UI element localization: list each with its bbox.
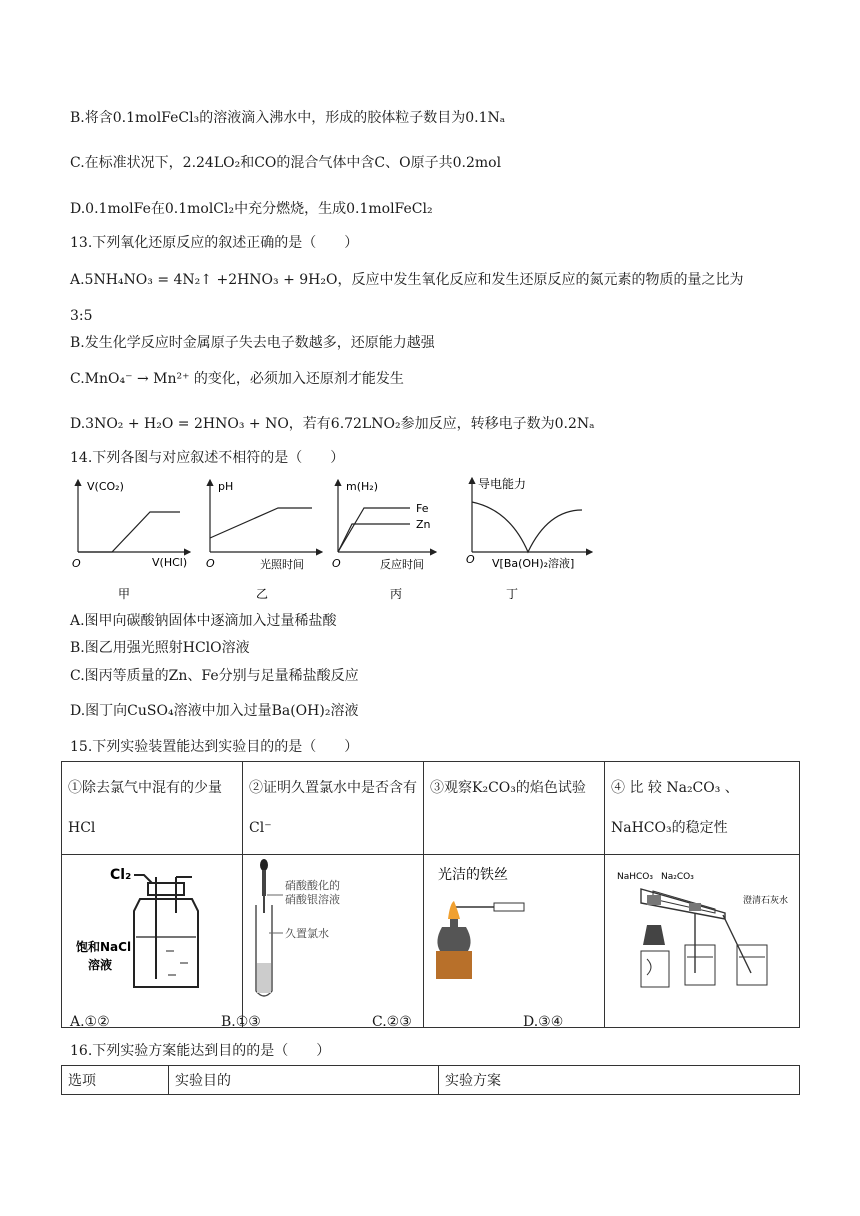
- graph-ding-curve: [472, 502, 582, 552]
- q15-fig-1-cell: [62, 855, 243, 1028]
- graph-jia: [72, 480, 190, 601]
- dropper-test-tube-figure: [243, 855, 424, 1011]
- fig3-label: 光洁的铁丝: [438, 867, 508, 883]
- graph-yi-caption: 乙: [256, 587, 269, 601]
- fig4-label-c: 澄清石灰水: [743, 896, 789, 906]
- graph-bing-caption: 丙: [390, 587, 403, 601]
- q13-option-d: D.3NO₂ + H₂O = 2HNO₃ + NO，若有6.72LNO₂参加反应，转移电子数为0.2Nₐ: [70, 416, 595, 432]
- graph-bing-ylabel: m(H₂): [346, 480, 378, 493]
- fig2-reagent-label-2: 硝酸银溶液: [285, 893, 340, 906]
- q16-stem: 16.下列实验方案能达到目的的是（ ）: [70, 1043, 331, 1059]
- q16-header-option: 选项: [62, 1066, 169, 1095]
- q13-option-a-cont: 3:5: [70, 308, 93, 324]
- graph-bing-series-zn: Zn: [416, 518, 431, 531]
- flame-test-figure: [424, 855, 605, 1011]
- q13-option-c: C.MnO₄⁻ → Mn²⁺ 的变化，必须加入还原剂才能发生: [70, 371, 404, 387]
- q14-graphs: [60, 470, 600, 605]
- graph-yi-origin: O: [206, 557, 215, 570]
- q14-option-a: A.图甲向碳酸钠固体中逐滴加入过量稀盐酸: [70, 613, 337, 629]
- graph-jia-caption: 甲: [118, 587, 131, 601]
- q15-fig-4-cell: [605, 855, 800, 1028]
- q15-cell-4: ④ 比 较 Na₂CO₃ 、NaHCO₃的稳定性: [605, 762, 800, 855]
- q14-stem: 14.下列各图与对应叙述不相符的是（ ）: [70, 450, 345, 466]
- gas-washing-bottle-figure: [62, 855, 243, 1011]
- q13-stem: 13.下列氧化还原反应的叙述正确的是（ ）: [70, 235, 359, 251]
- fig4-label-a: NaHCO₃: [617, 872, 653, 882]
- fig1-liquid-label-1: 饱和NaCl: [76, 940, 132, 954]
- graph-jia-xlabel: V(HCl): [152, 556, 188, 569]
- graph-yi-ylabel: pH: [218, 480, 234, 493]
- graph-bing-series-fe: Fe: [416, 502, 429, 515]
- q12-option-d: D.0.1molFe在0.1molCl₂中充分燃烧，生成0.1molFeCl₂: [70, 201, 433, 217]
- graph-yi-xlabel: 光照时间: [260, 558, 304, 571]
- graph-bing-xlabel: 反应时间: [380, 558, 424, 571]
- q15-cell-3: ③观察K₂CO₃的焰色试验: [424, 762, 605, 855]
- q15-fig-3-cell: [424, 855, 605, 1028]
- graph-yi-curve: [210, 508, 312, 538]
- graph-ding-xlabel: V[Ba(OH)₂溶液]: [492, 557, 575, 570]
- q13-option-a: A.5NH₄NO₃ = 4N₂↑ +2HNO₃ + 9H₂O，反应中发生氧化反应和发生还原反应的氮元素的物质的量之比为: [70, 272, 744, 288]
- graph-bing-curve-zn: [338, 524, 410, 552]
- q16-header-purpose: 实验目的: [169, 1066, 439, 1095]
- q15-choice-b[interactable]: B.①③: [221, 1014, 261, 1030]
- graph-jia-ylabel: V(CO₂): [87, 480, 124, 493]
- fig2-sample-label: 久置氯水: [285, 927, 329, 940]
- q15-stem: 15.下列实验装置能达到实验目的的是（ ）: [70, 739, 359, 755]
- q15-choice-a[interactable]: A.①②: [70, 1014, 110, 1030]
- fig1-gas-label: Cl₂: [110, 867, 132, 883]
- graph-bing-origin: O: [332, 557, 341, 570]
- graph-ding-origin: O: [466, 553, 475, 566]
- graph-jia-curve: [78, 512, 180, 552]
- fig4-label-b: Na₂CO₃: [661, 872, 694, 882]
- graph-ding: [466, 476, 592, 601]
- graph-ding-caption: 丁: [506, 587, 519, 601]
- q15-fig-2-cell: [243, 855, 424, 1028]
- q15-choice-d[interactable]: D.③④: [523, 1014, 564, 1030]
- fig2-reagent-label-1: 硝酸酸化的: [285, 879, 340, 892]
- graph-yi: [206, 480, 322, 601]
- graph-jia-origin: O: [72, 557, 81, 570]
- q13-option-b: B.发生化学反应时金属原子失去电子数越多，还原能力越强: [70, 335, 435, 351]
- q12-option-c: C.在标准状况下，2.24LO₂和CO的混合气体中含C、O原子共0.2mol: [70, 155, 502, 171]
- graph-ding-ylabel: 导电能力: [478, 477, 527, 491]
- q16-header-plan: 实验方案: [439, 1066, 800, 1095]
- q14-option-d: D.图丁向CuSO₄溶液中加入过量Ba(OH)₂溶液: [70, 703, 359, 719]
- q14-option-b: B.图乙用强光照射HClO溶液: [70, 640, 250, 656]
- q15-choice-c[interactable]: C.②③: [372, 1014, 412, 1030]
- q16-table: [61, 1065, 800, 1095]
- graph-bing: [332, 480, 436, 601]
- q15-cell-1: ①除去氯气中混有的少量HCl: [62, 762, 243, 855]
- q15-cell-2: ②证明久置氯水中是否含有Cl⁻: [243, 762, 424, 855]
- thermal-stability-figure: [605, 855, 800, 1011]
- q12-option-b: B.将含0.1molFeCl₃的溶液滴入沸水中，形成的胶体粒子数目为0.1Nₐ: [70, 110, 506, 126]
- q14-option-c: C.图丙等质量的Zn、Fe分别与足量稀盐酸反应: [70, 668, 359, 684]
- q15-table: [61, 761, 800, 1028]
- fig1-liquid-label-2: 溶液: [88, 958, 113, 972]
- q15-choices: [70, 1014, 770, 1034]
